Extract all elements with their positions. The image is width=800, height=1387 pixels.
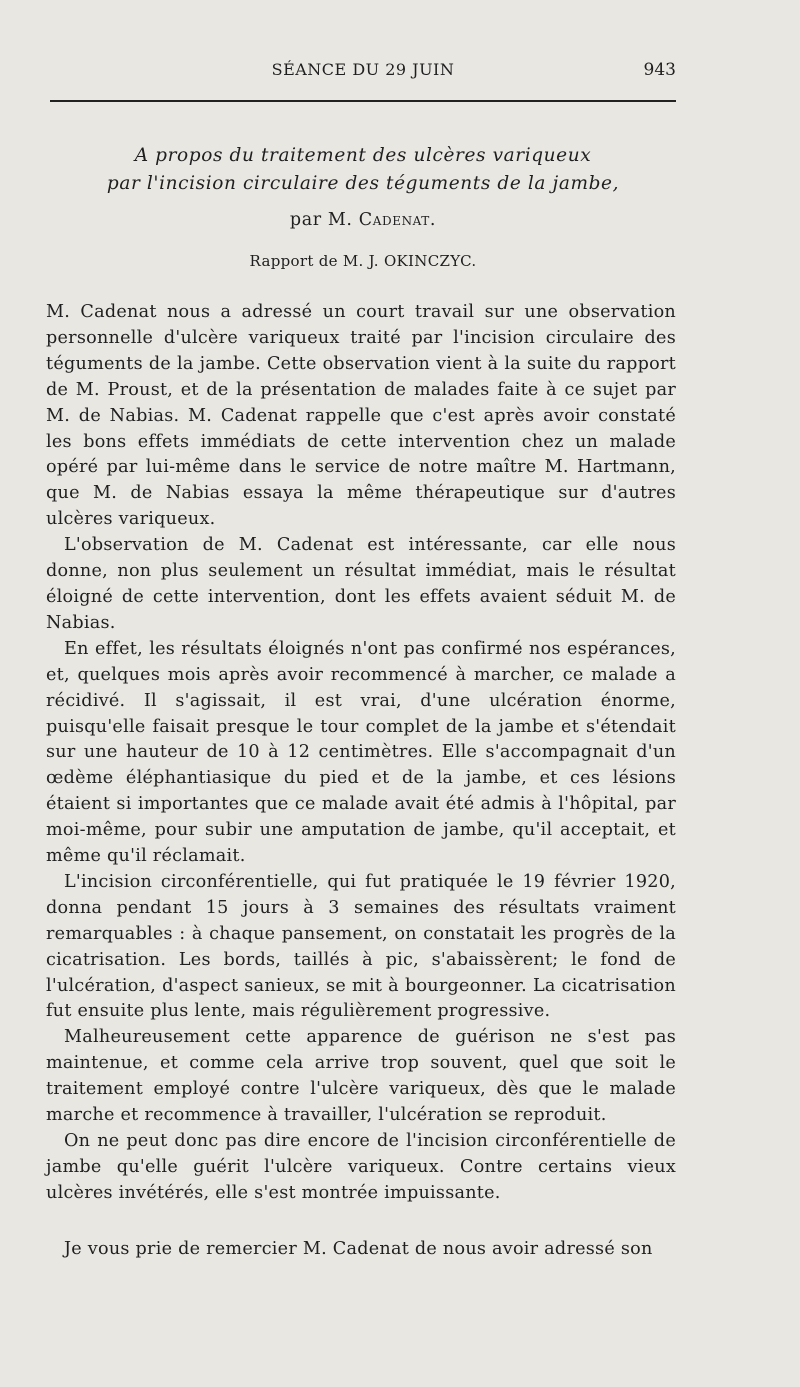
paragraph-5: Malheureusement cette apparence de guérison ne s'est pas maintenue, et comme cela arrive trop souvent, quel que soit le traitement employé contre l'ulcère variqueux, dès que le malade marche et recommence à travailler, l'ulcération se reproduit. (46, 1027, 676, 1126)
author-line (50, 206, 676, 234)
paragraph-2: L'observation de M. Cadenat est intéressante, car elle nous donne, non plus seulement un résultat immédiat, mais le résultat éloigné de cette intervention, dont les effets avaient séduit M. de Nabias. (46, 535, 676, 633)
article-title-line-2: par l'incision circulaire des téguments de la jambe, (106, 173, 620, 194)
header-rule (50, 100, 676, 102)
article-title-line-1: A propos du traitement des ulcères variqueux (134, 145, 592, 166)
report-line: Rapport de M. J. OKINCZYC. (249, 252, 477, 270)
paragraph-6: On ne peut donc pas dire encore de l'incision circonférentielle de jambe qu'elle guérit l'ulcère variqueux. Contre certains vieux ulcères invétérés, elle s'est montrée impuissante. (46, 1131, 676, 1203)
paragraph-4: L'incision circonférentielle, qui fut pratiquée le 19 février 1920, donna pendant 15 jours à 3 semaines des résultats vraiment remarquables : à chaque pansement, on constatait les progrès de la cicatrisation. Les bords, taillés à pic, s'abaissèrent; le fond de l'ulcération, d'aspect sanieux, se mit à bourgeonner. La cicatrisation fut ensuite plus lente, mais régulièrement progressive. (46, 871, 676, 1022)
author-name: Cadenat. (358, 210, 437, 230)
closing-line: Je vous prie de remercier M. Cadenat de nous avoir adressé son (64, 1239, 653, 1259)
running-head: SÉANCE DU 29 JUIN (271, 60, 455, 79)
paragraph-1: M. Cadenat nous a adressé un court travail sur une observation personnelle d'ulcère variqueux traité par l'incision circulaire des téguments de la jambe. Cette observation vient à la suite du rapport de M. Proust, et de la présentation de malades faite à ce sujet par M. de Nabias. M. Cadenat rappelle que c'est après avoir constaté les bons effets immédiats de cette intervention chez un malade opéré par lui-même dans le service de notre maître M. Hartmann, que M. de Nabias essaya la même thérapeutique sur d'autres ulcères variqueux. (46, 302, 676, 530)
article-body (46, 300, 676, 1207)
page-number: 943 (643, 60, 676, 80)
page-header (50, 60, 676, 86)
author-prefix: par M. (289, 210, 353, 230)
paragraph-3: En effet, les résultats éloignés n'ont pas confirmé nos espérances, et, quelques mois après avoir recommencé à marcher, ce malade a récidivé. Il s'agissait, il est vrai, d'une ulcération énorme, puisqu'elle faisait presque le tour complet de la jambe et s'étendait sur une hauteur de 10 à 12 centimètres. Elle s'accompagnait d'un œdème éléphantiasique du pied et de la jambe, et ces lésions étaient si importantes que ce malade avait été admis à l'hôpital, par moi-même, pour subir une amputation de jambe, qu'il acceptait, et même qu'il réclamait. (46, 638, 676, 867)
article-heading (50, 142, 676, 272)
